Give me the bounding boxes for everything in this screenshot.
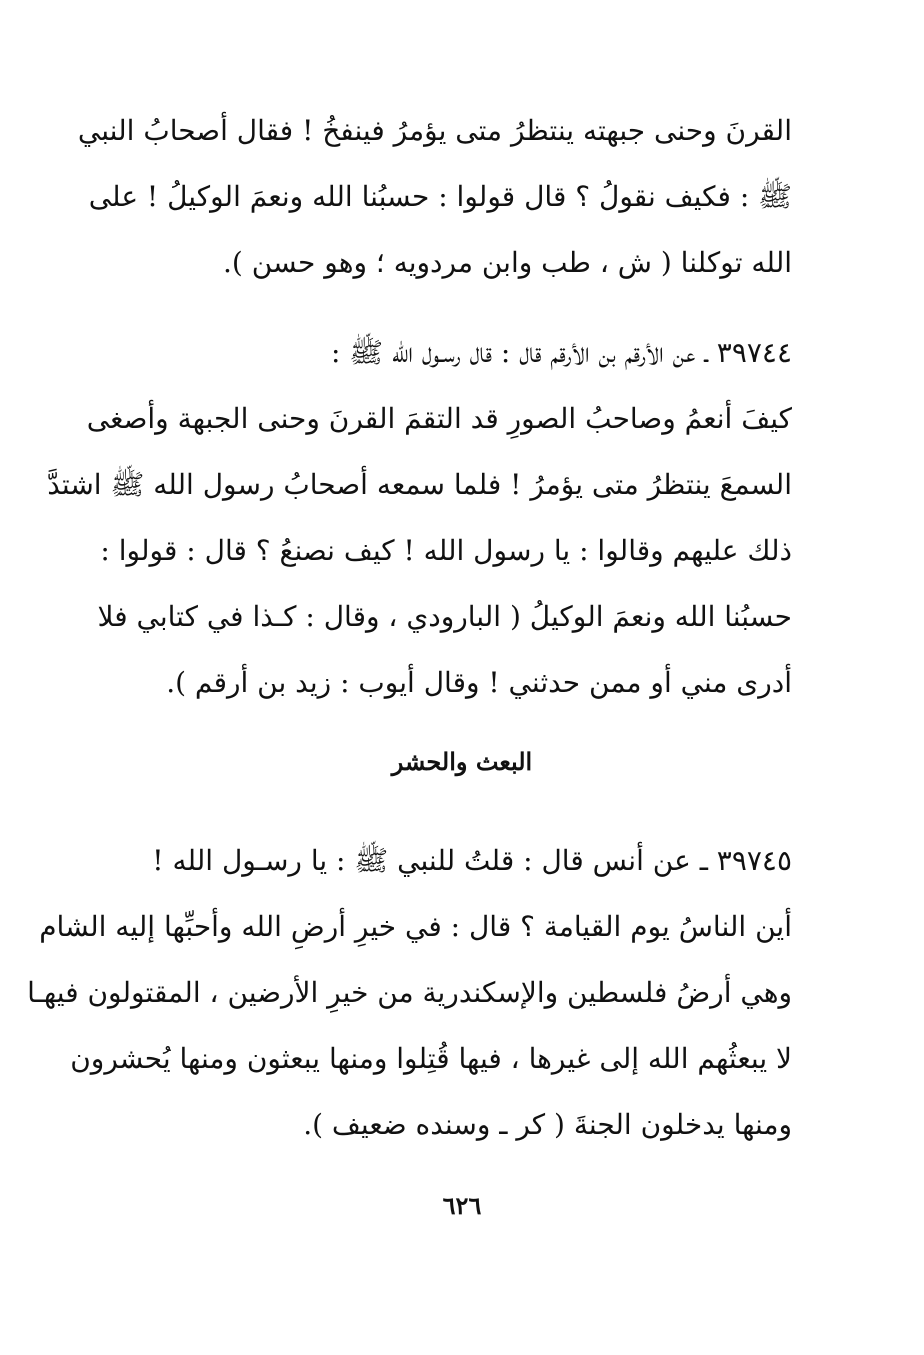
text-line: ومنها يدخلون الجنةَ ( كر ـ وسنده ضعيف ).: [303, 1108, 792, 1141]
text-line: كيفَ أنعمُ وصاحبُ الصورِ قد التقمَ القرنَ وحنى الجبهة وأصغى: [86, 402, 792, 435]
paragraph-1: [77, 98, 792, 296]
text-line: الله توكلنا ( ش ، طب وابن مردويه ؛ وهو حسن ).: [223, 246, 792, 279]
text-line: حسبُنا الله ونعمَ الوكيلُ ( البارودي ، وقال : كـذا في كتابي فلا: [97, 600, 792, 633]
text-line: ٣٩٧٤٥ ـ عن أنس قال : قلتُ للنبي ﷺ : يا رسـول الله !: [152, 844, 792, 877]
text-line: ﷺ : فكيف نقولُ ؟ قال قولوا : حسبُنا الله ونعمَ الوكيلُ ! على: [88, 180, 792, 213]
page-number: ٦٢٦: [442, 1191, 482, 1220]
hadith-39745: [27, 828, 792, 1158]
text-line: ذلك عليهم وقالوا : يا رسول الله ! كيف نصنعُ ؟ قال : قولوا :: [100, 534, 792, 567]
text-line: ٣٩٧٤٤ ـ عن الأرقم بن الأرقم قال : قال رسـول الله ﷺ :: [330, 336, 792, 369]
text-line: وهي أرضُ فلسطين والإسكندرية من خيرِ الأرضين ، المقتولون فيهـا: [27, 976, 792, 1009]
text-line: لا يبعثُهم الله إلى غيرها ، فيها قُتِلوا ومنها يبعثون ومنها يُحشرون: [70, 1042, 792, 1075]
section-heading: البعث والحشر: [391, 747, 533, 776]
text-line: القرنَ وحنى جبهته ينتظرُ متى يؤمرُ فينفخُ ! فقال أصحابُ النبي: [77, 114, 792, 147]
text-line: السمعَ ينتظرُ متى يؤمرُ ! فلما سمعه أصحابُ رسول الله ﷺ اشتدَّ: [47, 468, 792, 501]
hadith-39744: [47, 320, 792, 716]
text-line: أدرى مني أو ممن حدثني ! وقال أيوب : زيد بن أرقم ).: [166, 666, 792, 699]
text-line: أين الناسُ يوم القيامة ؟ قال : في خيرِ أرضِ الله وأحبِّها إليه الشام: [39, 910, 792, 943]
